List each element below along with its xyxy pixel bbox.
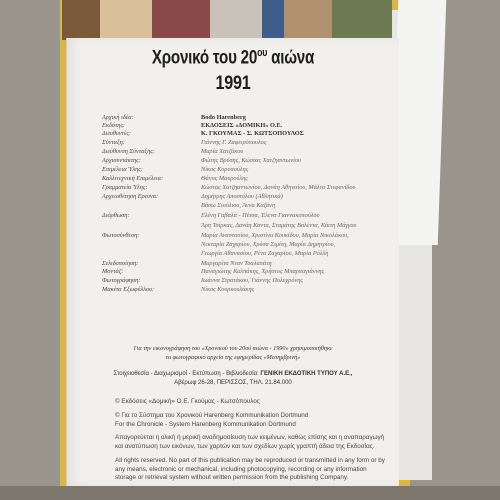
credit-value: Βάσω Σιούλιου, Άννα Καζάνη — [201, 202, 276, 209]
credit-value: Γιάννης Γ. Ζαφειρόπουλος — [201, 139, 267, 146]
credit-value: Νεκταρία Ζαχαρίου, Χρύσα Σιμίτη, Μαρία Δημητρίου, — [201, 241, 336, 248]
credit-value: Νίκος Κουρκουλάκης — [201, 286, 255, 293]
copyright-domiki: © Εκδόσεις «Δομική» Ο.Ε. Γκούμας - Κωτσόπουλος — [115, 398, 260, 405]
credit-label: Καλλιτεχνική Επιμέλεια: — [102, 175, 164, 182]
colophon-page — [66, 38, 399, 486]
credit-value: Παναγιώτης Καλπάκης, Χρήστος Μπαρπαγιάννης — [201, 268, 325, 275]
cover-photo — [152, 0, 210, 40]
credit-label: Διεύθυνση Σύνταξης: — [102, 148, 155, 155]
credit-value: Θάνος Μαυρούλης — [201, 175, 248, 182]
rights-english: All rights reserved. No part of this publication may be reproduced or transmitted in any form or by any means, electronic or mechanical, including photocopying, recording or any information storage or retrieval system without written permission from the publishing Company. — [115, 457, 385, 481]
credit-label: Αρχειοθέτηση Ερευνα: — [102, 193, 159, 200]
credit-value: Μαρία Αναστασίου, Χριστίνα Κουκίδου, Μαρία Νικολάκου, — [201, 232, 349, 239]
credit-value: Κ. ΓΚΟΥΜΑΣ - Σ. ΚΩΤΣΟΠΟΥΛΟΣ — [201, 130, 304, 137]
credit-label: Σελιδοποίηση: — [102, 260, 139, 267]
credit-value: ΕΚΔΟΣΕΙΣ «ΔΟΜΙΚΗ» Ο.Ε. — [201, 122, 283, 129]
rights-greek: Απαγορεύεται η ολική ή μερική αναδημοσίευση των κειμένων, καθώς επίσης και η αναπαραγωγή και ανατύπωση των εικόνων, των χαρτών και των σχεδίων χωρίς γραπτή άδεια της Εκδοσίας. — [115, 434, 385, 450]
cover-photo — [262, 0, 284, 40]
cover-photo — [332, 0, 392, 40]
credit-label: Αρχική ιδέα: — [102, 114, 134, 121]
credit-value: Ιωάννα Στρατάκου, Γιάννης Πολυχρόνης — [201, 277, 303, 284]
credit-label: Διευθυντές: — [102, 130, 131, 137]
page-title: Χρονικό του $20^{o\upsilon}$ αιώνα — [151, 47, 315, 69]
page-year: 1991 — [215, 73, 251, 94]
credit-label: Γραμματεία Ύλης: — [102, 184, 148, 191]
cover-photo-strip — [62, 0, 392, 40]
credit-label: Μοντάζ: — [102, 268, 124, 275]
credit-label: Εκδότης: — [102, 122, 125, 129]
printer-address: Αβέρωφ 26-28, ΠΕΡΙΣΣΟΣ, ΤΗΛ. 21.84.000 — [174, 380, 292, 386]
copyright-harenberg-en: For the Chronicle - System Harenberg Kommunikation Dortmund — [115, 421, 296, 428]
credit-label: Σύνταξη: — [102, 139, 125, 146]
credit-value: Νίκος Κοροπούλης — [201, 166, 249, 173]
credit-label: Φωτογράφηση: — [102, 277, 141, 284]
credit-label: Μακέτα Εξωφύλλου: — [102, 286, 155, 293]
credit-label: Επιμέλεια Ύλης: — [102, 166, 143, 173]
credit-value: Άρη Τσίρκας, Δανάη Καντα, Σταμάτης Βαλέντα, Κάιτη Μάγγου — [201, 222, 357, 229]
credit-label: Αρχισυντάκτης: — [102, 157, 141, 164]
table-surface — [0, 486, 500, 500]
credit-label: Διόρθωση: — [102, 212, 130, 219]
cover-photo — [210, 0, 262, 40]
copyright-harenberg: © Για το Σύστημα του Χρονικού Harenberg Kommunikation Dortmund — [115, 412, 309, 419]
credit-label: Φωτοσύνθεση: — [102, 232, 140, 239]
printer-line: Στοιχειοθεσία - Διαχωρισμοί - Εκτύπωση - Βιβλιοδεσία: ΓΕΝΙΚΗ ΕΚΔΟΤΙΚΗ ΤΥΠΟΥ Α.Ε., — [113, 371, 353, 377]
cover-photo — [62, 0, 100, 40]
archive-note-line2: το φωτογραφικό αρχείο της εφημερίδας «Μεσημβρινή» — [165, 354, 301, 361]
credit-value: Γεωργία Αθανασίου, Ρένα Ζαχαρίου, Μαρία Ρόλλη — [201, 250, 329, 257]
cover-photo — [284, 0, 332, 40]
credit-value: Κώστας Χατζηαντωνίου, Δανάη Αθηναίου, Μάλτα Στεφανίδου — [201, 184, 356, 191]
cover-photo — [100, 0, 152, 40]
credit-value: Ελένη Γαβαλά - Πέτσα, Έλενα Γιαννακοπούλου — [201, 212, 320, 219]
credit-value: Φώτης Βρύσης, Κώστας Χατζηαντωνίου — [201, 157, 301, 164]
credit-value: Bodo Harenberg — [201, 114, 246, 121]
credit-value: Μαργαρίτα Νταν Τσαλαπάτη — [201, 260, 272, 267]
credit-value: Μαρία Χατζάκου — [201, 148, 244, 155]
credit-value: Δημήτρης Αποστόλου (Αθλητικά) — [201, 193, 283, 200]
archive-note-line1: Για την εικονογράφηση του «Χρονικού του 20ού αιώνα - 1990» χρησιμοποιήθηκε — [133, 345, 333, 352]
